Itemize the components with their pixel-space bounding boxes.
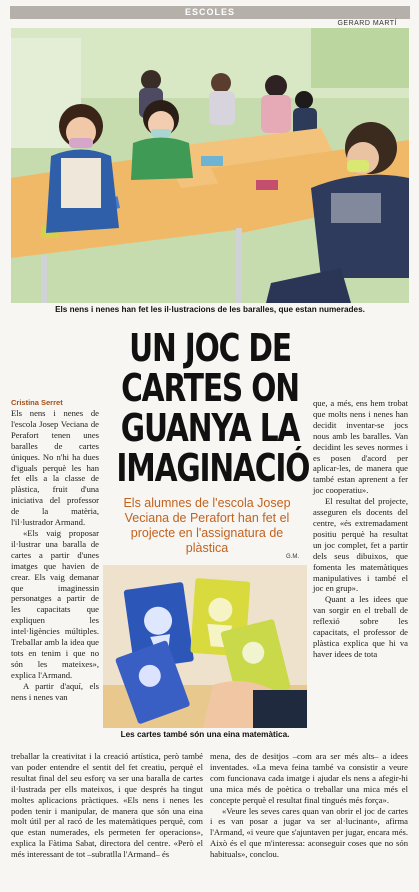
section-bar (10, 6, 410, 19)
headline-line-1: UN JOC DE (129, 326, 291, 370)
byline: Cristina Serret (11, 398, 63, 407)
deck-subtitle: Els alumnes de l'escola Josep Veciana de Perafort han fet el projecte en l'assignatura de plàstica (123, 496, 291, 555)
headline-line-4: IMAGINACIÓ (116, 446, 310, 490)
cards-illustration (103, 565, 307, 728)
paragraph: A partir d'aquí, els nens i nenes van (11, 680, 99, 702)
left-column (11, 408, 99, 702)
bottom-span-text (11, 751, 203, 860)
headline (90, 328, 330, 488)
paragraph: que, a més, ens hem trobat que molts nens i nenes han decidit inventar-se jocs nous amb les baralles. Van decidint les seves normes i es posen d'acord per aplicar-les, de manera que també estan aprenent a fer joc cooperatiu». (313, 398, 408, 496)
headline-line-2: CARTES ON (121, 366, 299, 410)
right-column (313, 398, 408, 660)
paragraph: El resultat del projecte, asseguren els docents del centre, «és extremadament positiu perquè ha resultat un joc complet, fet a partir dels seus dibuixos, que fomenta les matemàtiques manipulatives i també el joc en grup». (313, 496, 408, 594)
cards-photo (103, 565, 307, 728)
section-label: ESCOLES (184, 7, 235, 17)
photo1-caption: Els nens i nenes han fet les il·lustracions de les baralles, que estan numerades. (55, 305, 365, 314)
classroom-photo (11, 28, 409, 303)
photographer-credit: GERARD MARTÍ (337, 20, 397, 27)
bottom-right-text (210, 751, 408, 860)
classroom-illustration (11, 28, 409, 303)
paragraph: «Els vaig proposar il·lustrar una baralla de cartes a partir d'unes imatges que havien de crear. Els vaig demanar que imaginessin personatges a partir de les capacitats que expliquen les intel·ligències múltiples. Treballar amb la idea que tots en tenim i que no són les mateixes», explica l'Armand. (11, 527, 99, 680)
photo2-caption: Les cartes també són una eina matemàtica. (120, 730, 290, 739)
headline-line-3: GUANYA LA (120, 406, 300, 450)
paragraph: treballar la creativitat i la creació artística, però també van poder entendre el sentit del fet creatiu, perquè el resultat final del seu esforç va ser una baralla de cartes il·lustrada per ells mateixos, i que després ha tingut moltes aplicacions pràctiques. «Els nens i nenes les poden tenir i manipular, de manera que són una eina molt útil per al racó de les matemàtiques perquè, com que estan numerades, els permeten fer operacions», explica la Fàtima Sabat, directora del centre. «Però el més interessant de tot –subratlla l'Armand– és (11, 751, 203, 860)
paragraph: «Veure les seves cares quan van obrir el joc de cartes i es van posar a jugar va ser al·lucinant», afirma l'Armand, «i veure que s'ajuntaven per jugar, encara més. Això és el que m'interessa: aconseguir coses que no són habituals», conclou. (210, 805, 408, 860)
paragraph: Els nens i nenes de l'escola Josep Veciana de Perafort tenen unes baralles de cartes úniques. No n'hi ha dues d'iguals perquè les han fet ells a la classe de plàstica, fruit d'una iniciativa del professor de la matèria, l'il·lustrador Armand. (11, 408, 99, 528)
paragraph: Quant a les idees que van sorgir en el treball de reflexió sobre les capacitats, el professor de plàstica explica que hi va haver idees de tota (313, 594, 408, 659)
paragraph: mena, des de desitjos –com ara ser més alts– a idees inventades. «La meva feina també va consistir a veure com funcionava cada imatge i ajudar els nens a afegir-hi una mica més de poètica o treballar una mica més el concepte perquè el resultat final tingués més força». (210, 751, 408, 805)
deck-initials: G.M. (286, 554, 299, 560)
